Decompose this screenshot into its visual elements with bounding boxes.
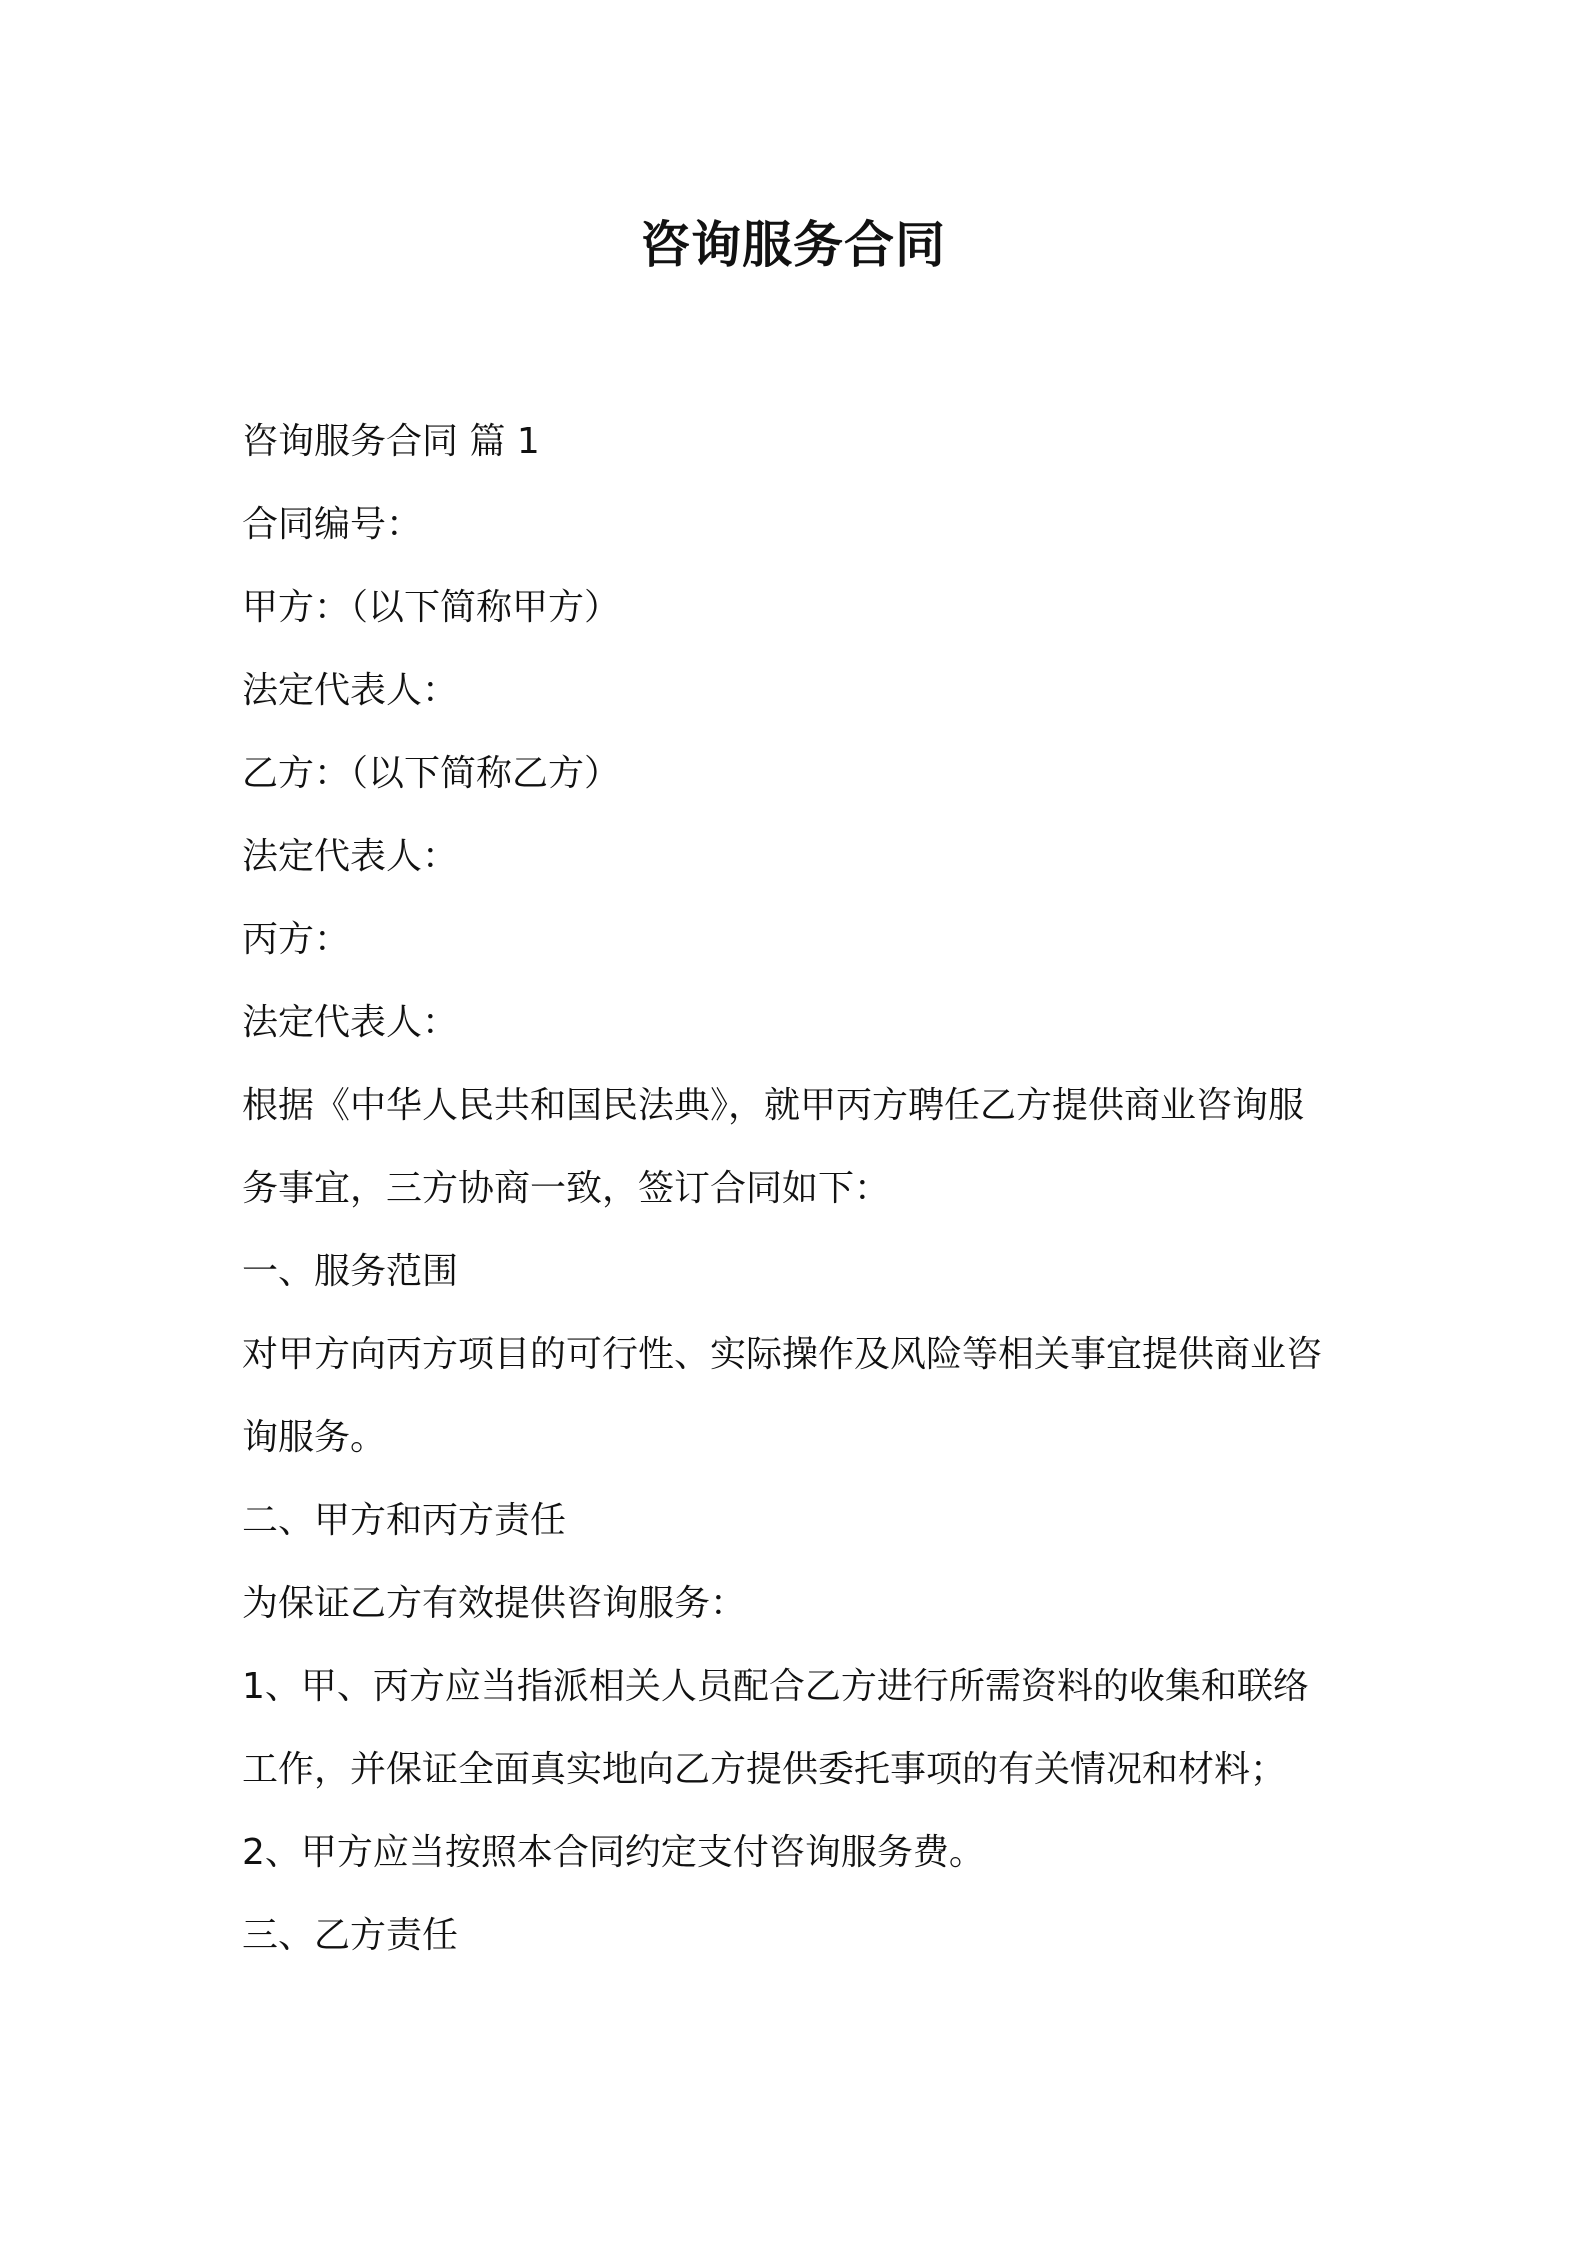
contract-number-field: 合同编号： bbox=[242, 504, 423, 545]
responsibility-item-1-line-1: 1、甲、丙方应当指派相关人员配合乙方进行所需资料的收集和联络 bbox=[242, 1666, 1309, 1707]
party-b-representative-field: 法定代表人： bbox=[242, 836, 459, 877]
party-c-representative-field: 法定代表人： bbox=[242, 1002, 459, 1043]
party-a-field: 甲方：（以下简称甲方） bbox=[242, 587, 621, 628]
party-a-representative-field: 法定代表人： bbox=[242, 670, 459, 711]
document-body bbox=[242, 400, 1362, 1977]
preamble-line-2: 务事宜，三方协商一致，签订合同如下： bbox=[242, 1168, 891, 1209]
responsibility-intro: 为保证乙方有效提供咨询服务： bbox=[242, 1583, 747, 1624]
service-scope-line-1: 对甲方向丙方项目的可行性、实际操作及风险等相关事宜提供商业咨 bbox=[242, 1334, 1323, 1375]
section-heading-part1: 咨询服务合同 篇 1 bbox=[242, 421, 540, 462]
clause-heading-service-scope: 一、服务范围 bbox=[242, 1251, 459, 1292]
responsibility-item-1-line-2: 工作，并保证全面真实地向乙方提供委托事项的有关情况和材料； bbox=[242, 1749, 1287, 1790]
document-title: 咨询服务合同 bbox=[640, 216, 946, 274]
service-scope-line-2: 询服务。 bbox=[242, 1417, 387, 1458]
preamble-line-1: 根据《中华人民共和国民法典》，就甲丙方聘任乙方提供商业咨询服 bbox=[242, 1085, 1305, 1126]
clause-heading-party-b-responsibility: 三、乙方责任 bbox=[242, 1915, 459, 1956]
party-c-field: 丙方： bbox=[242, 919, 351, 960]
party-b-field: 乙方：（以下简称乙方） bbox=[242, 753, 621, 794]
clause-heading-party-a-c-responsibility: 二、甲方和丙方责任 bbox=[242, 1500, 567, 1541]
responsibility-item-2: 2、甲方应当按照本合同约定支付咨询服务费。 bbox=[242, 1832, 985, 1873]
